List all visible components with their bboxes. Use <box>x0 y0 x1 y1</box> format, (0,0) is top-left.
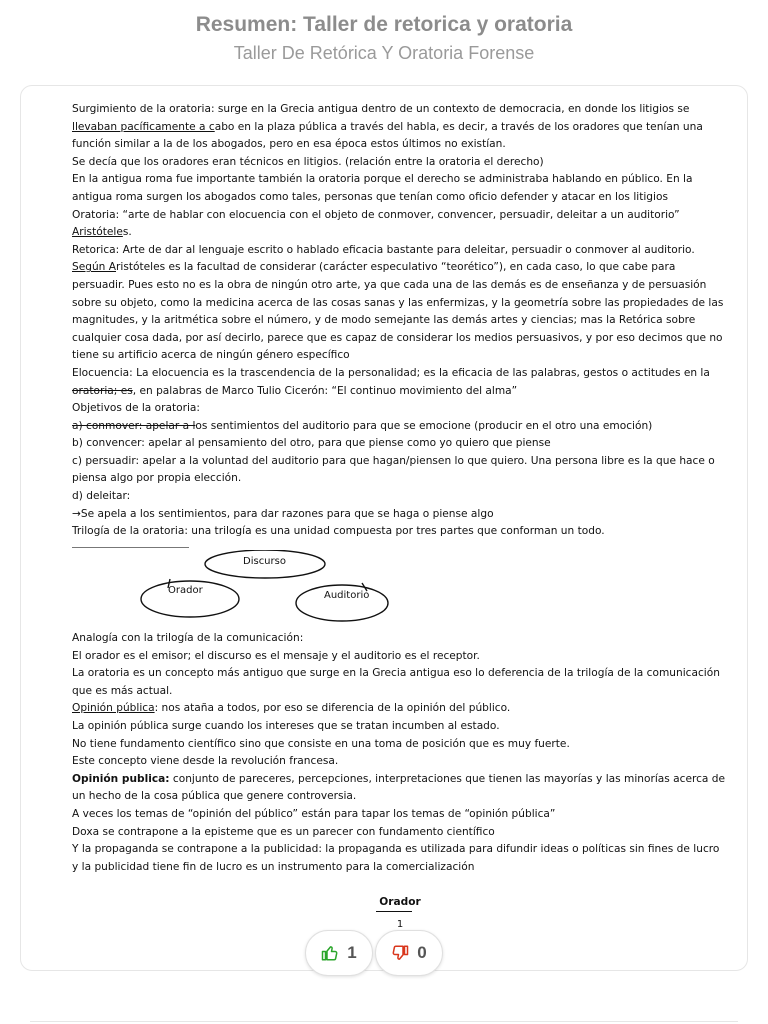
page-title: Resumen: Taller de retorica y oratoria <box>195 13 573 36</box>
paragraph: función similar a la de los abogados, pero en esa época estos últimos no existían. <box>72 138 506 151</box>
thumbs-up-icon <box>321 944 339 962</box>
footer-orador-label: Orador <box>379 896 421 908</box>
paragraph: b) convencer: apelar al pensamiento del otro, para que piense como yo quiero que piense <box>72 437 551 450</box>
paragraph: La oratoria es un concepto más antiguo que surge en la Grecia antigua eso lo deferencia de la trilogía de la comunicación <box>72 667 720 680</box>
paragraph: Objetivos de la oratoria: <box>72 402 200 415</box>
auditorio-label: Auditorio <box>324 590 370 601</box>
paragraph: sobre su objeto, como la medicina acerca de las cosas sanas y las enfermizas, y la geometría sobre las propiedades de las <box>72 296 724 309</box>
paragraph: oratoria; es, en palabras de Marco Tulio Cicerón: “El continuo movimiento del alma” <box>72 384 518 397</box>
page-number: 1 <box>396 919 404 930</box>
discurso-label: Discurso <box>243 556 286 567</box>
paragraph: El orador es el emisor; el discurso es el mensaje y el auditorio es el receptor. <box>72 649 480 662</box>
paragraph: Doxa se contrapone a la episteme que es un parecer con fundamento científico <box>72 825 495 838</box>
orador-label: Orador <box>168 585 203 596</box>
page-subtitle: Taller De Retórica Y Oratoria Forense <box>233 43 535 63</box>
document-body <box>72 101 732 541</box>
paragraph: Elocuencia: La elocuencia es la trascendencia de la personalidad; es la eficacia de las palabras, gestos o actitudes en la <box>72 366 710 379</box>
upvote-count: 1 <box>347 943 357 962</box>
paragraph: →Se apela a los sentimientos, para dar razones para que se haga o piense algo <box>72 507 494 520</box>
paragraph: a) conmover: apelar a los sentimientos del auditorio para que se emocione (producir en el otro una emoción) <box>72 419 653 432</box>
downvote-count: 0 <box>417 943 427 962</box>
footer-line <box>376 911 412 912</box>
paragraph: persuadir. Pues esto no es la obra de ningún otro arte, ya que cada una de las demás es de enseñanza y de persuasión <box>72 278 707 291</box>
bottom-divider <box>30 1021 738 1022</box>
thumbs-down-icon <box>391 944 409 962</box>
paragraph: No tiene fundamento científico sino que consiste en una toma de posición que es muy fuerte. <box>72 737 570 750</box>
paragraph: Oratoria: “arte de hablar con elocuencia con el objeto de conmover, convencer, persuadir, deleitar a un auditorio” <box>72 208 680 221</box>
paragraph: llevaban pacíficamente a cabo en la plaza pública a través del habla, es decir, a través de los oradores que tenían una <box>72 120 703 133</box>
paragraph: que es más actual. <box>72 684 173 697</box>
underlined-text: llevaban pacíficamente a c <box>72 120 215 133</box>
paragraph: A veces los temas de “opinión del público” están para tapar los temas de “opinión pública” <box>72 807 556 820</box>
paragraph: Se decía que los oradores eran técnicos en litigios. (relación entre la oratoria el derecho) <box>72 155 544 168</box>
paragraph: magnitudes, y la aritmética sobre el número, y de modo semejante las demás artes y ciencias; mas la Retórica sobre <box>72 314 696 327</box>
downvote-button[interactable] <box>375 930 443 976</box>
paragraph: y la publicidad tiene fin de lucro es un instrumento para la comercializaciόn <box>72 860 475 873</box>
paragraph: Retorica: Arte de dar al lenguaje escrito o hablado eficacia bastante para deleitar, persuadir o conmover al auditorio. <box>72 243 695 256</box>
paragraph: La opinión pública surge cuando los intereses que se tratan incumben al estado. <box>72 719 500 732</box>
paragraph: Opinión pública: nos ataña a todos, por eso se diferencia de la opinión del público. <box>72 702 511 715</box>
upvote-button[interactable] <box>305 930 373 976</box>
paragraph: Aristóteles. <box>72 226 132 239</box>
paragraph: cualquier cosa dada, por así decirlo, parece que es capaz de considerar los medios persuasivos, y por eso decimos que no <box>72 331 723 344</box>
paragraph: Y la propaganda se contrapone a la publicidad: la propaganda es utilizada para difundir ideas o políticas sin fines de lucro <box>72 843 720 856</box>
paragraph: c) persuadir: apelar a la voluntad del auditorio para que hagan/piensen lo que quiero. Una persona libre es la que hace o <box>72 454 715 467</box>
paragraph: piensa algo por propia elección. <box>72 472 242 485</box>
paragraph: Analogía con la trilogía de la comunicación: <box>72 632 304 644</box>
paragraph: un hecho de la cosa pública que genere controversia. <box>72 790 357 803</box>
document-body-continued <box>72 630 732 876</box>
paragraph: Este concepto viene desde la revolución francesa. <box>72 755 339 768</box>
paragraph: tiene su artificio acerca de ningún género específico <box>72 349 350 362</box>
paragraph: Trilogía de la oratoria: una trilogía es una unidad compuesta por tres partes que conforman un todo. <box>72 525 605 538</box>
divider <box>72 547 189 548</box>
trilogy-diagram <box>130 550 400 630</box>
paragraph: d) deleitar: <box>72 490 131 503</box>
paragraph: En la antigua roma fue importante también la oratoria porque el derecho se administraba hablando en público. En la <box>72 173 693 186</box>
paragraph: antigua roma surgen los abogados como tales, personas que tenían como oficio defender y atacar en los litigios <box>72 190 668 203</box>
paragraph: Opinión publica: conjunto de pareceres, percepciones, interpretaciones que tienen las mayorías y las minorías acerca de <box>72 772 726 785</box>
paragraph: Según Aristóteles es la facultad de considerar (carácter especulativo “teorético”), en cada caso, lo que cabe para <box>72 261 676 274</box>
paragraph: Surgimiento de la oratoria: surge en la Grecia antigua dentro de un contexto de democracia, en donde los litigios se <box>72 103 690 115</box>
